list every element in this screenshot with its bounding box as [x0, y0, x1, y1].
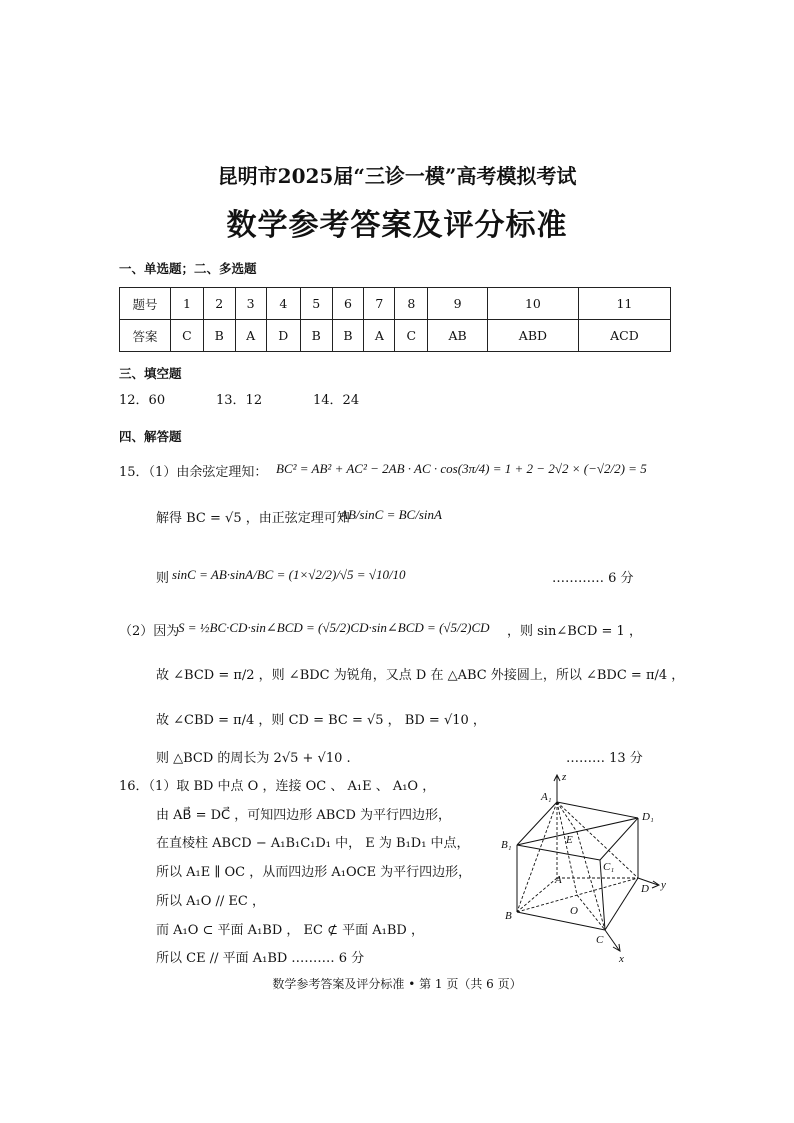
- q15-sin-bcd: ，则 sin∠BCD = 1 ，: [507, 624, 642, 639]
- q16-line-4: 所以 A₁E ∥ OC ，从而四边形 A₁OCE 为平行四边形，: [156, 865, 472, 880]
- question-number: 10: [487, 288, 578, 320]
- label-b1: B₁: [501, 839, 512, 851]
- q15-result-prefix: 则: [156, 571, 170, 586]
- answer-cell: B: [332, 320, 364, 352]
- label-d: D: [641, 883, 649, 895]
- edge-ab-hidden: [517, 878, 557, 912]
- label-b: B: [505, 910, 512, 922]
- label-a1: A₁: [541, 791, 552, 803]
- q15-sinc-result: sinC = AB·sinA/BC = (1×√2/2)/√5 = √10/10: [172, 567, 406, 582]
- q15-sine-rule: AB/sinC = BC/sinA: [340, 507, 442, 522]
- question-number: 5: [300, 288, 332, 320]
- section-heading-fill: 三、填空题: [119, 366, 182, 381]
- edge-d1c1: [600, 818, 638, 860]
- q16-line-7: 所以 CE // 平面 A₁BD .……… 6 分: [156, 951, 365, 966]
- edge-b1c1: [517, 845, 600, 860]
- fill-answer-12: 12．60: [119, 393, 166, 408]
- edge-bc: [517, 912, 605, 930]
- section-heading-solution: 四、解答题: [119, 429, 182, 444]
- label-x: x: [619, 953, 624, 965]
- line-ec-hidden: [577, 832, 605, 930]
- answer-cell: D: [266, 320, 300, 352]
- question-number: 9: [428, 288, 488, 320]
- answer-cell: ACD: [578, 320, 670, 352]
- table-row: [120, 320, 671, 352]
- question-number: 6: [332, 288, 364, 320]
- prism-figure: [495, 770, 685, 965]
- question-number: 11: [578, 288, 670, 320]
- x-axis-arrow: [613, 944, 620, 951]
- label-z: z: [562, 771, 567, 783]
- section-heading-choice: 一、单选题；二、多选题: [119, 261, 257, 276]
- q15-cosine-equation: BC² = AB² + AC² − 2AB · AC · cos(3π/4) = 1 + 2 − 2√2 × (−√2/2) = 5: [276, 461, 647, 476]
- exam-title: 昆明市2025届“三诊一模”高考模拟考试: [217, 164, 577, 188]
- question-number: 7: [364, 288, 395, 320]
- question-number: 3: [235, 288, 266, 320]
- label-o: O: [570, 905, 578, 917]
- q16-line-2: 由 AB⃗ = DC⃗ ，可知四边形 ABCD 为平行四边形，: [156, 808, 452, 823]
- x-axis: [605, 930, 619, 950]
- label-e: E: [566, 834, 573, 846]
- q15-part1-label: 15．（1）由余弦定理知：: [119, 465, 268, 480]
- question-number: 1: [171, 288, 204, 320]
- question-number: 8: [395, 288, 428, 320]
- q16-line-5: 所以 A₁O // EC ，: [156, 894, 265, 909]
- q15-part2-label: （2）因为: [119, 624, 180, 639]
- answer-cell: A: [364, 320, 395, 352]
- page-footer: 数学参考答案及评分标准 • 第 1 页（共 6 页）: [272, 977, 522, 991]
- page-title: 数学参考答案及评分标准: [226, 208, 568, 243]
- answer-cell: B: [300, 320, 332, 352]
- table-row: [120, 288, 671, 320]
- label-c1: C₁: [603, 861, 615, 873]
- answer-cell: B: [203, 320, 235, 352]
- answer-cell: C: [395, 320, 428, 352]
- edge-a1d1: [557, 802, 638, 818]
- q15-score-part2: ……… 13 分: [566, 751, 643, 766]
- answer-cell: AB: [428, 320, 488, 352]
- label-y: y: [661, 879, 666, 891]
- row-label: 题号: [120, 288, 171, 320]
- fill-answer-13: 13．12: [216, 393, 263, 408]
- row-label: 答案: [120, 320, 171, 352]
- q15-score-part1: ………… 6 分: [552, 571, 634, 586]
- label-a: A: [555, 874, 562, 886]
- answer-cell: A: [235, 320, 266, 352]
- edge-b1d1: [517, 818, 638, 845]
- fill-answer-14: 14．24: [313, 393, 360, 408]
- q15-angle-cbd: 故 ∠CBD = π/4 ，则 CD = BC = √5 ， BD = √10 ，: [156, 713, 486, 728]
- edge-a1b1: [517, 802, 557, 845]
- label-d1: D₁: [642, 811, 654, 823]
- q16-line-6: 而 A₁O ⊂ 平面 A₁BD ， EC ⊄ 平面 A₁BD ，: [156, 923, 424, 938]
- q16-line-1: 16．（1）取 BD 中点 O ，连接 OC 、 A₁E 、 A₁O ，: [119, 779, 436, 794]
- q15-perimeter: 则 △BCD 的周长为 2√5 + √10 .: [156, 751, 351, 766]
- answer-cell: C: [171, 320, 204, 352]
- question-number: 2: [203, 288, 235, 320]
- question-number: 4: [266, 288, 300, 320]
- answer-table: [119, 287, 671, 352]
- q15-angle-bcd: 故 ∠BCD = π/2 ，则 ∠BDC 为锐角，又点 D 在 △ABC 外接圆上，所以 ∠BDC = π/4 ，: [156, 668, 685, 683]
- label-c: C: [596, 934, 604, 946]
- q15-solve-bc: 解得 BC = √5 ，由正弦定理可知: [156, 511, 350, 526]
- q15-area-equation: S = ½BC·CD·sin∠BCD = (√5/2)CD·sin∠BCD = (√5/2)CD: [178, 620, 490, 635]
- q16-line-3: 在直棱柱 ABCD − A₁B₁C₁D₁ 中， E 为 B₁D₁ 中点，: [156, 836, 470, 851]
- answer-cell: ABD: [487, 320, 578, 352]
